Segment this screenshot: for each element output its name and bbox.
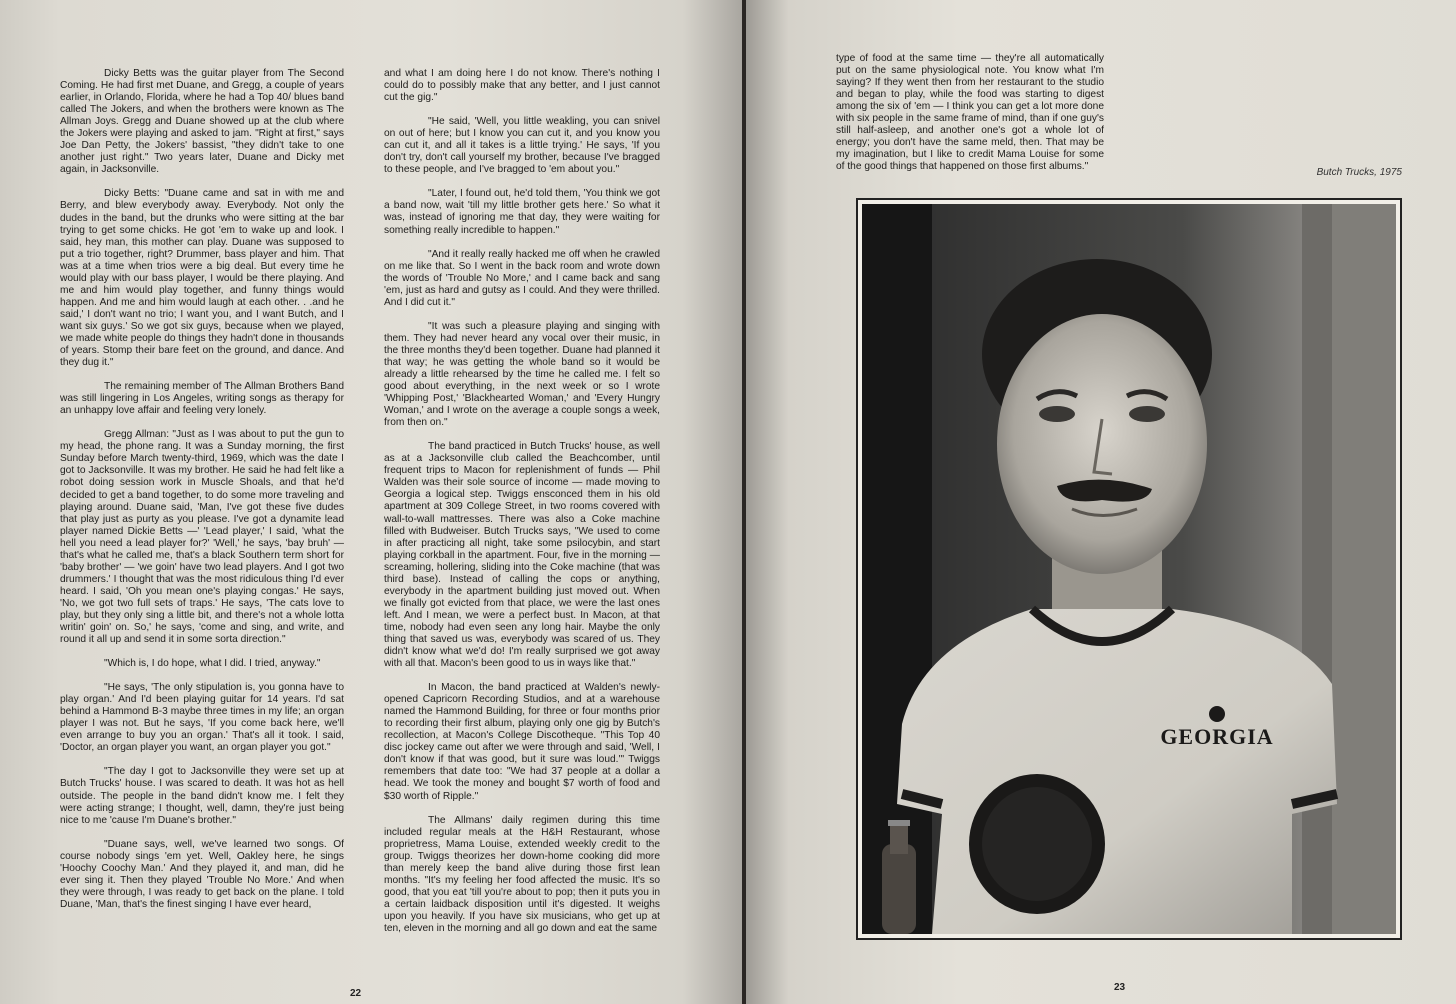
paragraph: The Allmans' daily regimen during this time included regular meals at the H&H Restaurant, whose proprietress, Mama Louise, extended weekly credit to the group. Twiggs theorizes her down-home cooking did more than merely keep the band alive during those first lean months. "It's my feeling her food affected the music. It's so good, that you eat 'till you're about to pop; then it puts you in a certain laidback disposition until it's digested. It weighs upon you heavily. If you have six musicians, who get up at ten, eleven in the morning and all go down and eat the same (384, 814, 660, 934)
paragraph: "It was such a pleasure playing and singing with them. They had never heard any vocal over their music, in the three months they'd been together. Duane had planned it that way; he was getting the whole band so it would be already a little rehearsed by the time he called me. I felt so good about everything, in the next week or so I wrote 'Whipping Post,' 'Blackhearted Woman,' and 'Every Hungry Woman,' and I wrote on the average a couple songs a week, from then on." (384, 320, 660, 429)
photo-caption: Butch Trucks, 1975 (1316, 167, 1402, 178)
left-page-column-2 (384, 68, 660, 947)
paragraph: Dicky Betts: "Duane came and sat in with me and Berry, and blew everybody away. Everybody. Not only the dudes in the band, but the drunks who were sitting at the bar trying to get some chicks. He got 'em to wake up and look. I said, hey man, this mother can play. Duane was supposed to put a trio together, right? Drummer, bass player and him. That was at a time when trios were a big deal. But every time he would play with our bass player, I would be there playing. And me and him would play together, and funny things would happen. And me and him would laugh at each other. . .and he said,' I don't want no trio; I want you, and I want Butch, and I want six guys.' So we got six guys, because when we played, we made white people do things they hadn't done in thousands of years. Stomp their bare feet on the ground, and dance. And they dug it." (60, 188, 345, 369)
photo-frame (856, 198, 1402, 940)
page-number-right: 23 (1114, 982, 1126, 993)
paragraph: "The day I got to Jacksonville they were set up at Butch Trucks' house. I was scared to death. It was hot as hell outside. The people in the band didn't know me. I felt they were acting strange; I thought, well, damn, they're just being nice to me 'cause I'm Duane's brother." (60, 766, 344, 826)
portrait-photo (862, 204, 1396, 934)
paragraph: Gregg Allman: "Just as I was about to put the gun to my head, the phone rang. It was a Sunday morning, the first Sunday before March twenty-third, 1969, which was the date I got to Jacksonville. It was my brother. He said he had felt like a robot doing session work in Muscle Shoals, and that he'd decided to get a band together, to do some more traveling and playing around. Duane said, 'Man, I've got these five dudes that play just as purty as you please. I've got a dynamite lead player named Dickie Betts —' 'Lead player,' I said, 'what the hell you need a lead player for?' 'Well,' he says, 'bay bruh' — that's what he called me, that's a black Southern term short for 'baby brother' — 'we goin' have two lead players. And I got two drummers.' I thought that was the most ridiculous thing I'd ever heard. I said, 'Oh you mean one's playing congas.' He says, 'No, we got two full sets of traps.' He says, 'The cats love to play, but they only sing a little bit, and there's not a whole lotta writin' goin' on. So,' he says, 'come and sing, and write, and round it all up and send it in some sorta direction." (60, 429, 344, 646)
paragraph: In Macon, the band practiced at Walden's newly-opened Capricorn Recording Studios, and at a warehouse named the Hammond Building, for three or four months prior to recording their first album, playing only one gig by Butch's recollection, at Macon's College Discotheque. "This Top 40 disc jockey came out after we were through and said, 'Well, I don't know if that was good, but it sure was loud.'" Twiggs remembers that date too: "We had 37 people at a dollar a head. We took the money and bought $7 worth of food and $30 worth of Ripple." (384, 682, 660, 802)
paragraph: "Later, I found out, he'd told them, 'You think we got a band now, wait 'till my little brother gets here.' So what it was, instead of ignoring me that day, they were waiting for something really incredible to happen." (384, 188, 660, 236)
paragraph-continued: and what I am doing here I do not know. There's nothing I could do to possibly make that any better, and I just cannot cut the gig." (384, 68, 660, 104)
paragraph: The remaining member of The Allman Brothers Band was still lingering in Los Angeles, writing songs as therapy for an unhappy love affair and feeling very lonely. (60, 381, 344, 417)
paragraph: "Duane says, well, we've learned two songs. Of course nobody sings 'em yet. Well, Oakley here, he sings 'Hoochy Coochy Man.' And they played it, and man, did he ever sing it. Then they played 'Trouble No More.' And when they were through, I was ready to get back on the plane. I told Duane, 'Man, that's the finest singing I have ever heard, (60, 838, 344, 910)
right-page-column (836, 53, 1104, 185)
paragraph: "He says, 'The only stipulation is, you gonna have to play organ.' And I'd been playing guitar for 14 years. I'd sat behind a Hammond B-3 maybe three times in my life; an organ player I was not. But he says, 'If you come back here, we'll even arrange to buy you an organ.' That's all it took. I said, 'Doctor, an organ player you want, an organ player you got." (60, 682, 344, 754)
left-page-column-1 (60, 68, 344, 923)
paragraph-continued: type of food at the same time — they're all automatically put on the same physiological note. You know what I'm saying? If they went then from her restaurant to the studio and began to play, while the food was starting to digest among the six of 'em — I think you can get a lot more done with six people in the same frame of mind, than if one guy's still half-asleep, and another one's got a whole lot of energy; you don't have the same meld, then. That may be my imagination, but I like to credit Mama Louise for some of the good things that happened on those first albums." (836, 53, 1104, 173)
paragraph: Dicky Betts was the guitar player from The Second Coming. He had first met Duane, and Gregg, a couple of years earlier, in Orlando, Florida, where he had a Top 40/ blues band called The Jokers, and when the brothers were known as The Allman Joys. Gregg and Duane showed up at the club where the Jokers were playing and asked to jam. "Right at first," says Joe Dan Petty, the Jokers' bassist, "they didn't take to one another just right." Two years later, Duane and Dicky met again, in Jacksonville. (60, 68, 344, 176)
paragraph: "And it really really hacked me off when he crawled on me like that. So I went in the back room and wrote down the words of 'Trouble No More,' and I came back and sang 'em, just as hard and gutsy as I could. And they were thrilled. And I did cut it." (384, 248, 660, 308)
right-page (746, 0, 1456, 1004)
paragraph: The band practiced in Butch Trucks' house, as well as at a Jacksonville club called the Beachcomber, until frequent trips to Macon for replenishment of funds — Phil Walden was their sole source of income — made moving to Georgia a logical step. Twiggs ensconced them in his old apartment at 309 College Street, in two rooms covered with wall-to-wall mattresses. There was also a Coke machine filled with Budweiser. Butch Trucks says, "We used to come in after practicing all night, take some psilocybin, and start playing corkball in the apartment. Four, five in the morning — screaming, hollering, sliding into the Coke machine (that was third base). Instead of calling the cops or anything, everybody in the apartment building just moved out. When we finally got evicted from that place, we were the last ones left. And I mean, we were a perfect bust. In Macon, at that time, nobody had even seen any long hair. Maybe the only thing that saved us was, everybody was scared of us. They didn't know what we'd do! I'm really surprised we got away with all that. Macon's been good to us in ways like that." (384, 441, 660, 670)
portrait-illustration (862, 204, 1396, 934)
paragraph: "Which is, I do hope, what I did. I tried, anyway." (104, 658, 321, 670)
page-number-left: 22 (350, 988, 362, 999)
shirt-logo-text: GEORGIA (1160, 724, 1274, 749)
paragraph: "He said, 'Well, you little weakling, you can snivel on out of here; but I know you can cut it, and you know you can cut it, and all it takes is a little trying.' He says, 'If you don't try, don't call yourself my brother, because I've bragged to these people, and I've bragged to 'em about you." (384, 116, 660, 176)
